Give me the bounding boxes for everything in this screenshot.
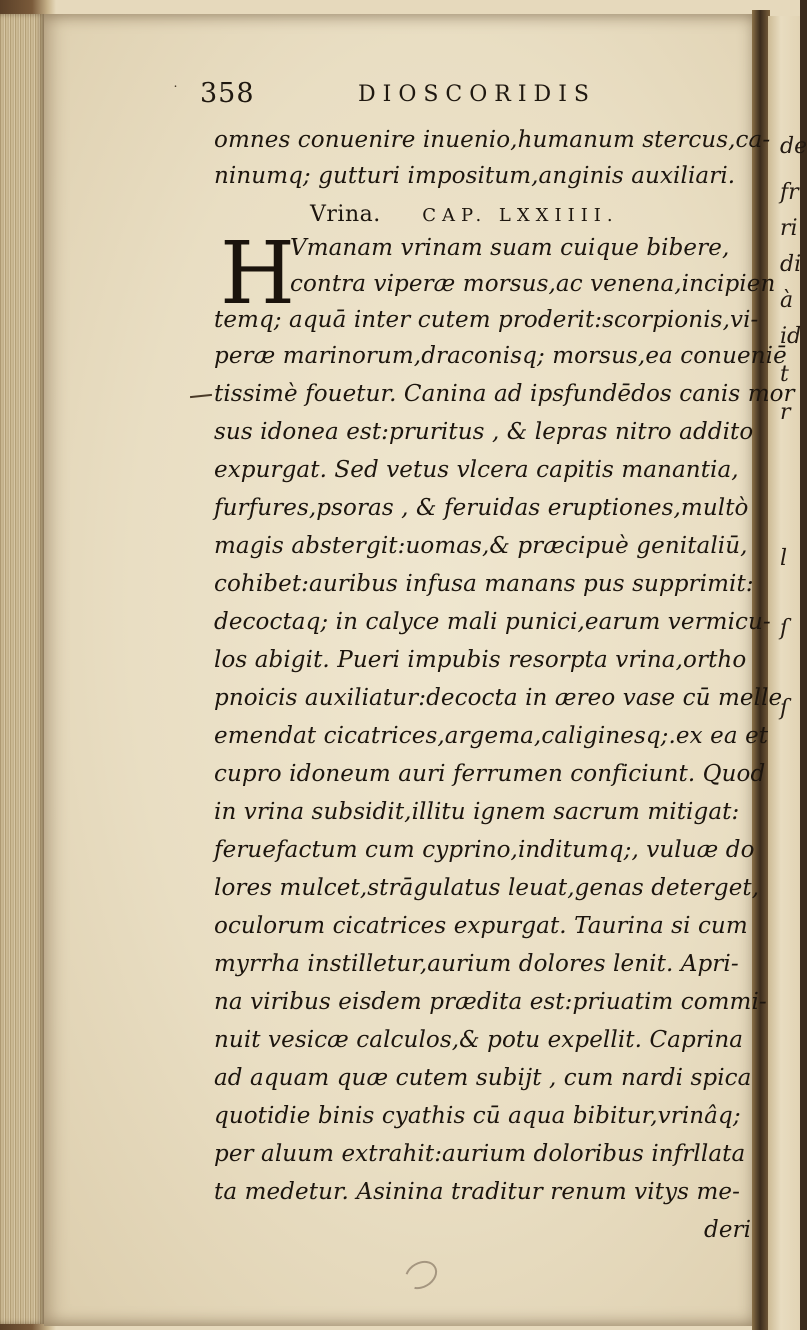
text-line: per aluum extrahit:aurium doloribus infrllata bbox=[214, 1141, 746, 1167]
drop-capital: H bbox=[220, 224, 295, 324]
facing-page-fragment: ri bbox=[780, 216, 798, 241]
facing-page-fragment: t bbox=[780, 362, 789, 387]
facing-page-edge bbox=[768, 16, 807, 1330]
text-line: expurgat. Sed vetus vlcera capitis manantia, bbox=[214, 457, 739, 483]
text-line: cohibet:auribus infusa manans pus supprimit: bbox=[214, 571, 754, 597]
text-line: sus idonea est:pruritus , & lepras nitro addito bbox=[214, 419, 754, 445]
facing-page-fragment: di bbox=[780, 252, 802, 277]
text-line: decoctaq; in calyce mali punici,earum vermicu- bbox=[214, 609, 771, 635]
facing-page-fragment: fr bbox=[780, 180, 799, 205]
facing-page-fragment: id bbox=[780, 324, 802, 349]
text-line: tissimè fouetur. Canina ad ipsfundēdos canis mor bbox=[214, 381, 795, 407]
running-head: DIOSCORIDIS bbox=[358, 82, 596, 107]
page-header bbox=[172, 78, 652, 114]
page-edges bbox=[0, 14, 44, 1324]
text-line: Vmanam vrinam suam cuique bibere, bbox=[290, 235, 730, 261]
text-line: nuit vesicæ calculos,& potu expellit. Caprina bbox=[214, 1027, 744, 1053]
facing-page-fragment: r bbox=[780, 400, 791, 425]
text-line: omnes conuenire inuenio,humanum stercus,ca- bbox=[214, 127, 771, 153]
text-line: in vrina subsidit,illitu ignem sacrum mitigat: bbox=[214, 799, 740, 825]
text-line: magis abstergit:uomas,& præcipuè genitaliū, bbox=[214, 533, 748, 559]
text-line: ninumq; gutturi impositum,anginis auxiliari. bbox=[214, 163, 736, 189]
text-line: lores mulcet,strāgulatus leuat,genas deterget, bbox=[214, 875, 760, 901]
facing-page-fragment: de bbox=[780, 134, 807, 159]
facing-page-fragment: l bbox=[780, 546, 788, 571]
text-line: pnoicis auxiliatur:decocta in æreo vase cū melle bbox=[214, 685, 783, 711]
facing-page-fragment: à bbox=[780, 288, 794, 313]
facing-page-fragment: ſ bbox=[780, 696, 789, 721]
text-line: oculorum cicatrices expurgat. Taurina si cum bbox=[214, 913, 748, 939]
text-line: emendat cicatrices,argema,caliginesq;.ex ea et bbox=[214, 723, 769, 749]
text-line: contra viperæ morsus,ac venena,incipien bbox=[290, 271, 776, 297]
text-line: los abigit. Pueri impubis resorpta vrina,ortho bbox=[214, 647, 747, 673]
chapter-title: Vrina. bbox=[310, 202, 381, 227]
text-line: ad aquam quæ cutem subijt , cum nardi spica bbox=[214, 1065, 752, 1091]
text-line: temq; aquā inter cutem proderit:scorpionis,vi- bbox=[214, 307, 759, 333]
printer-mark: ˙ bbox=[172, 84, 179, 100]
text-line: feruefactum cum cyprino,inditumq;, vuluæ do bbox=[214, 837, 755, 863]
chapter-heading bbox=[310, 202, 619, 227]
page-number: 358 bbox=[200, 78, 255, 109]
catchword: deri bbox=[704, 1217, 752, 1243]
facing-page-fragment: ſ bbox=[780, 616, 789, 641]
text-line: cupro idoneum auri ferrumen conficiunt. Quod bbox=[214, 761, 766, 787]
chapter-number: CAP. LXXIIII. bbox=[422, 205, 619, 226]
text-line: myrrha instilletur,aurium dolores lenit. Apri- bbox=[214, 951, 739, 977]
text-line: na viribus eisdem prædita est:priuatim commi- bbox=[214, 989, 767, 1015]
text-line: quotidie binis cyathis cū aqua bibitur,vrinâq; bbox=[214, 1103, 741, 1129]
text-line: furfures,psoras , & feruidas eruptiones,multò bbox=[214, 495, 749, 521]
text-line: ta medetur. Asinina traditur renum vitys me- bbox=[214, 1179, 740, 1205]
text-line: peræ marinorum,draconisq; morsus,ea conueniē bbox=[214, 343, 787, 369]
